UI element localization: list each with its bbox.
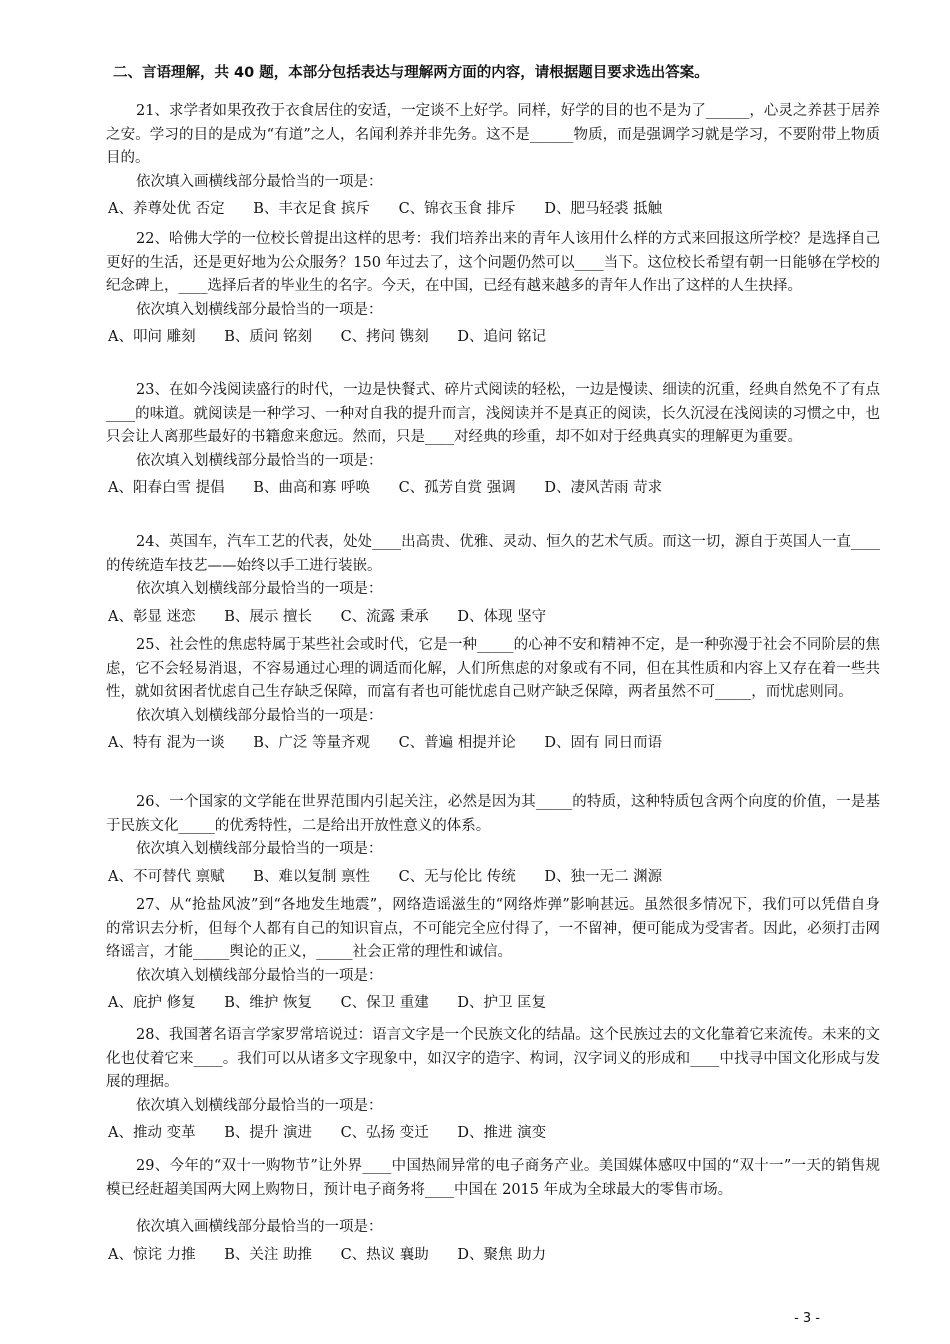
question-stem: 21、求学者如果孜孜于衣食居住的安适，一定谈不上好学。同样，好学的目的也不是为了______，心灵之养甚于居养之安。学习的目的是成为“有道”之人，名闻利养并非先务。这不是______物质，而是强调学习就是学习，不要附带上物质目的。 xyxy=(106,103,880,166)
question-29 xyxy=(106,1155,880,1267)
option-b: B、难以复制 禀性 xyxy=(253,868,370,885)
option-a: A、养尊处优 否定 xyxy=(108,201,225,217)
option-b: B、质问 铭刻 xyxy=(224,329,312,345)
page-number: - 3 - xyxy=(794,1311,820,1326)
section-header: 二、言语理解，共 40 题，本部分包括表达与理解两方面的内容，请根据题目要求选出答案。 xyxy=(113,65,709,81)
answer-options xyxy=(108,1244,880,1268)
option-b: B、提升 演进 xyxy=(224,1125,312,1141)
question-stem: 29、今年的“双十一购物节”让外界____中国热闹异常的电子商务产业。美国媒体感叹中国的“双十一”一天的销售规模已经赶超美国两大网上购物日，预计电子商务将____中国在 2015 年成为全球最大的零售市场。 xyxy=(106,1158,880,1198)
option-a: A、推动 变革 xyxy=(108,1125,196,1141)
answer-options xyxy=(108,866,880,890)
question-prompt: 依次填入划横线部分最恰当的一项是： xyxy=(136,841,383,857)
question-26 xyxy=(106,791,880,889)
option-a: A、庇护 修复 xyxy=(108,995,196,1011)
option-b: B、关注 助推 xyxy=(224,1246,312,1263)
option-d: D、凄风苦雨 苛求 xyxy=(544,480,663,496)
option-a: A、彰显 迷恋 xyxy=(108,608,196,625)
option-a: A、不可替代 禀赋 xyxy=(108,868,225,885)
option-d: D、体现 坚守 xyxy=(457,608,547,625)
question-27 xyxy=(106,894,880,1016)
option-a: A、特有 混为一谈 xyxy=(108,735,225,751)
question-stem: 25、社会性的焦虑特属于某些社会或时代，它是一种_____的心神不安和精神不定，是一种弥漫于社会不同阶层的焦虑，它不会轻易消退，不容易通过心理的调适而化解，人们所焦虑的对象或有不同，但在其性质和内容上又存在着一些共性，就如贫困者忧虑自己生存缺乏保障，而富有者也可能忧虑自己财产缺乏保障，两者虽然不可_____，而忧虑则同。 xyxy=(106,637,880,700)
option-b: B、展示 擅长 xyxy=(224,608,312,625)
option-d: D、追问 铭记 xyxy=(457,329,547,345)
option-d: D、固有 同日而语 xyxy=(544,735,663,751)
question-stem: 26、一个国家的文学能在世界范围内引起关注，必然是因为其_____的特质，这种特质包含两个向度的价值，一是基于民族文化_____的优秀特性，二是给出开放性意义的体系。 xyxy=(106,794,880,834)
question-stem: 27、从“抢盐风波”到“各地发生地震”，网络造谣滋生的“网络炸弹”影响甚远。虽然很多情况下，我们可以凭借自身的常识去分析，但每个人都有自己的知识盲点，不可能完全应付得了，一不留神，便可能成为受害者。因此，必须打击网络谣言，才能_____舆论的正义，_____社会正常的理性和诚信。 xyxy=(106,897,880,960)
option-c: C、热议 襄助 xyxy=(340,1246,429,1263)
option-c: C、锦衣玉食 排斥 xyxy=(398,201,516,217)
answer-options xyxy=(108,732,880,756)
question-23 xyxy=(106,379,880,501)
question-prompt: 依次填入划横线部分最恰当的一项是： xyxy=(136,581,383,597)
answer-options xyxy=(108,606,880,630)
option-a: A、惊诧 力推 xyxy=(108,1246,196,1263)
option-c: C、孤芳自赏 强调 xyxy=(398,480,516,496)
question-prompt: 依次填入画横线部分最恰当的一项是： xyxy=(136,1219,383,1235)
question-prompt: 依次填入划横线部分最恰当的一项是： xyxy=(136,452,383,469)
option-c: C、保卫 重建 xyxy=(340,995,429,1011)
option-c: C、普遍 相提并论 xyxy=(398,735,516,751)
question-25 xyxy=(106,634,880,756)
question-stem: 22、哈佛大学的一位校长曾提出这样的思考：我们培养出来的青年人该用什么样的方式来回报这所学校？是选择自己更好的生活，还是更好地为公众服务？150 年过去了，这个问题仍然可以____当下。这位校长希望有朝一日能够在学校的纪念碑上，____选择后者的毕业生的名字。今天，在中国，已经有越来越多的青年人作出了这样的人生抉择。 xyxy=(106,231,880,294)
question-stem: 24、英国车，汽车工艺的代表，处处____出高贵、优雅、灵动、恒久的艺术气质。而这一切，源自于英国人一直____的传统造车技艺——始终以手工进行装嵌。 xyxy=(106,534,880,574)
option-c: C、流露 秉承 xyxy=(340,608,429,625)
option-b: B、曲高和寡 呼唤 xyxy=(253,480,370,496)
answer-options xyxy=(108,326,880,350)
question-prompt: 依次填入划横线部分最恰当的一项是： xyxy=(136,707,383,724)
question-28 xyxy=(106,1024,880,1146)
option-c: C、拷问 镌刻 xyxy=(340,329,429,345)
question-stem: 23、在如今浅阅读盛行的时代，一边是快餐式、碎片式阅读的轻松，一边是慢读、细读的沉重，经典自然免不了有点____的味道。就阅读是一种学习、一种对自我的提升而言，浅阅读并不是真正的阅读，长久沉浸在浅阅读的习惯之中，也只会让人离那些最好的书籍愈来愈远。然而，只是____对经典的珍重，却不如对于经典真实的理解更为重要。 xyxy=(106,382,880,445)
option-d: D、聚焦 助力 xyxy=(457,1246,547,1263)
question-prompt: 依次填入划横线部分最恰当的一项是： xyxy=(136,1097,383,1114)
answer-options xyxy=(108,992,880,1016)
question-21 xyxy=(106,100,880,222)
option-d: D、推进 演变 xyxy=(457,1125,547,1141)
question-stem: 28、我国著名语言学家罗常培说过：语言文字是一个民族文化的结晶。这个民族过去的文化靠着它来流传。未来的文化也仗着它来____。我们可以从诸多文字现象中，如汉字的造字、构词，汉字词义的形成和____中找寻中国文化形成与发展的理据。 xyxy=(106,1027,880,1090)
option-b: B、丰衣足食 摈斥 xyxy=(253,201,370,217)
question-prompt: 依次填入划横线部分最恰当的一项是： xyxy=(136,967,383,984)
option-d: D、肥马轻裘 抵触 xyxy=(544,201,663,217)
option-b: B、维护 恢复 xyxy=(224,995,312,1011)
question-22 xyxy=(106,228,880,350)
answer-options xyxy=(108,477,880,501)
option-a: A、叩问 雕刻 xyxy=(108,329,196,345)
option-c: C、弘扬 变迁 xyxy=(340,1125,429,1141)
answer-options xyxy=(108,1122,880,1146)
answer-options xyxy=(108,198,880,222)
option-b: B、广泛 等量齐观 xyxy=(253,735,370,751)
option-d: D、护卫 匡复 xyxy=(457,995,547,1011)
option-c: C、无与伦比 传统 xyxy=(398,868,516,885)
question-prompt: 依次填入划横线部分最恰当的一项是： xyxy=(136,301,383,318)
option-d: D、独一无二 渊源 xyxy=(544,868,663,885)
option-a: A、阳春白雪 提倡 xyxy=(108,480,225,496)
question-24 xyxy=(106,531,880,629)
question-prompt: 依次填入画横线部分最恰当的一项是： xyxy=(136,173,383,190)
